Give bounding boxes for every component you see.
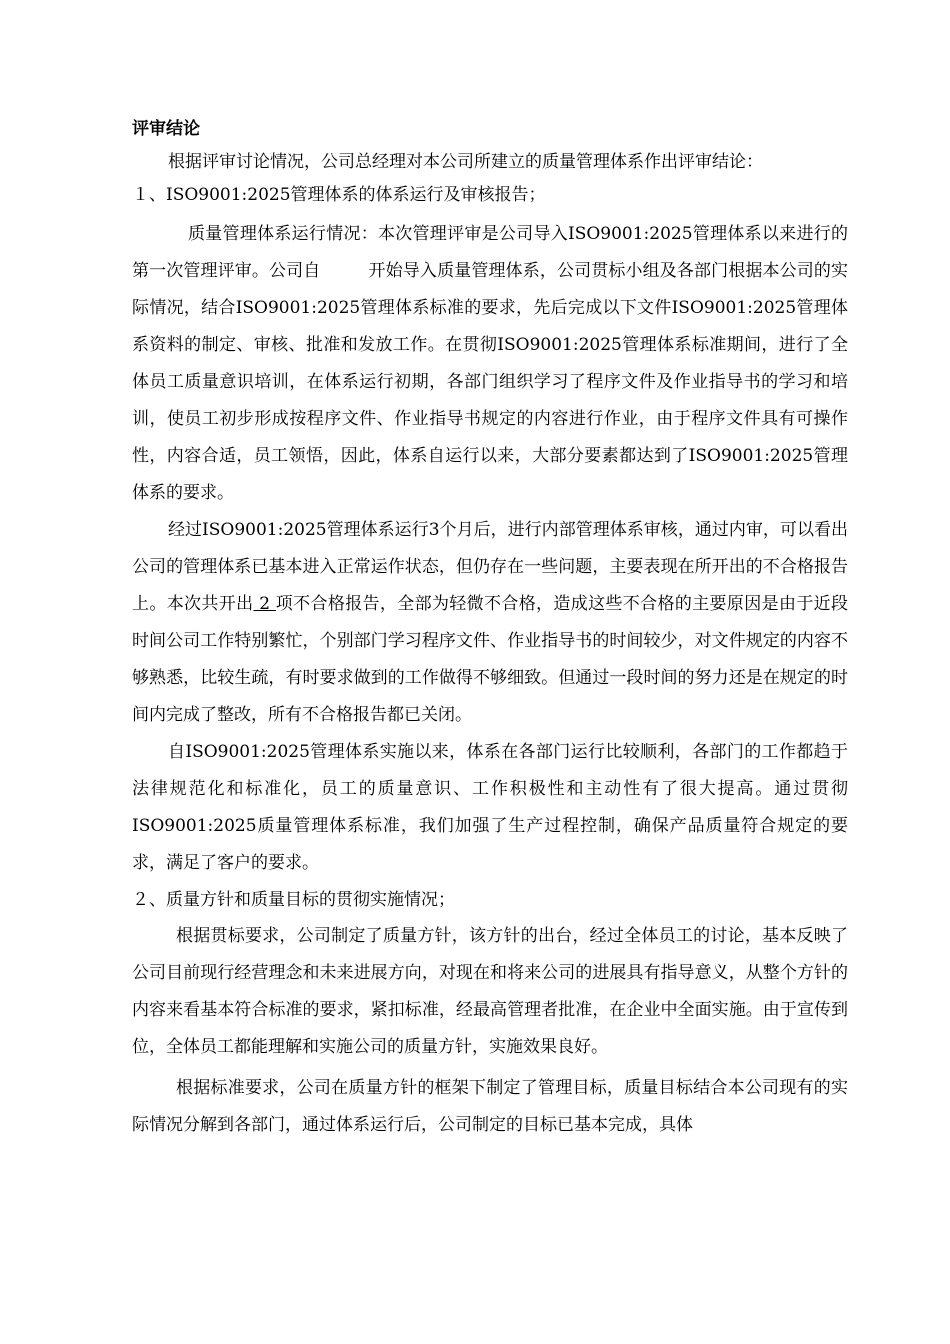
item2-paragraph-2: 根据标准要求，公司在质量方针的框架下制定了管理目标，质量目标结合本公司现有的实际情况分解到各部门，通过体系运行后，公司制定的目标已基本完成，具体 [132,1078,848,1135]
document-body [132,113,848,1144]
item1-paragraph-1 [132,216,848,512]
item1-p2-part-a: 经过ISO9001:2025管理体系运行3个月后，进行内部管理体系审核，通过内审，可以看出公司的管理体系已基本进入正常运作状态，但仍存在一些问题，主要表现在所开出的不合格报告上。本次共开出 [132,520,848,614]
item1-p1-part-a: 质量管理体系运行情况：本次管理评审是公司导入ISO9001:2025管理体系以来进行的第一次管理评审。公司自 [132,224,848,281]
item1-title: １、ISO9001:2025管理体系的体系运行及审核报告； [132,185,546,205]
item1-p2-part-b: 项不合格报告，全部为轻微不合格，造成这些不合格的主要原因是由于近段时间公司工作特别繁忙，个别部门学习程序文件、作业指导书的时间较少，对文件规定的内容不够熟悉，比较生疏，有时要求做到的工作做得不够细致。但通过一段时间的努力还是在规定的时间内完成了整改，所有不合格报告都已关闭。 [132,594,849,725]
item1-paragraph-2 [132,512,848,734]
item1-paragraph-3: 自ISO9001:2025管理体系实施以来，体系在各部门运行比较顺利，各部门的工作都趋于法律规范化和标准化，员工的质量意识、工作积极性和主动性有了很大提高。通过贯彻ISO9001:2025质量管理体系标准，我们加强了生产过程控制，确保产品质量符合规定的要求，满足了客户的要求。 [132,742,848,873]
section-title: 评审结论 [132,119,200,139]
item2-paragraph-1: 根据贯标要求，公司制定了质量方针，该方针的出台，经过全体员工的讨论，基本反映了公司目前现行经营理念和未来进展方向，对现在和将来公司的进展具有指导意义，从整个方针的内容来看基本符合标准的要求，紧扣标准，经最高管理者批准，在企业中全面实施。由于宣传到位，全体员工都能理解和实施公司的质量方针，实施效果良好。 [132,926,848,1057]
nonconformity-count: 2 [253,594,276,614]
item1-p1-part-b: 开始导入质量管理体系，公司贯标小组及各部门根据本公司的实际情况，结合ISO9001:2025管理体系标准的要求，先后完成以下文件ISO9001:2025管理体系资料的制定、审核、批准和发放工作。在贯彻ISO9001:2025管理体系标准期间，进行了全体员工质量意识培训，在体系运行初期，各部门组织学习了程序文件及作业指导书的学习和培训，使员工初步形成按程序文件、作业指导书规定的内容进行作业，由于程序文件具有可操作性，内容合适，员工领悟，因此，体系自运行以来，大部分要素都达到了ISO9001:2025管理体系的要求。 [132,261,849,503]
intro-paragraph: 根据评审讨论情况，公司总经理对本公司所建立的质量管理体系作出评审结论： [168,152,763,172]
item2-title: ２、质量方针和质量目标的贯彻实施情况； [132,890,455,910]
